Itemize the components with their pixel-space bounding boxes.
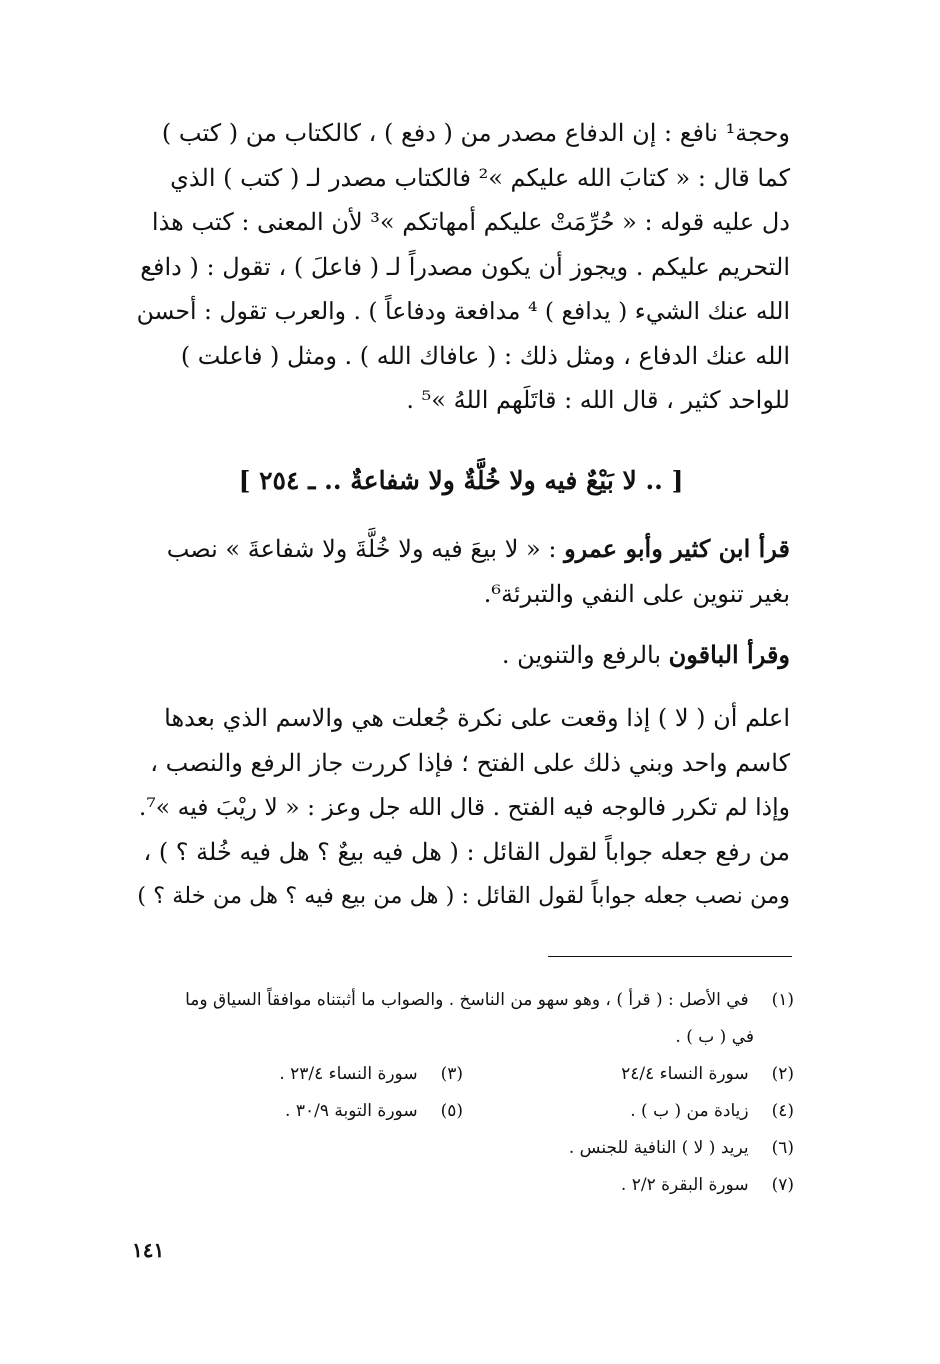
- footnote-4: [463, 1093, 794, 1130]
- paragraph-nafi-argument: [132, 111, 790, 423]
- text-line: للواحد كثير ، قال الله : قاتَلَهم اللهُ »⁵ .: [406, 386, 790, 414]
- text-line: [132, 527, 790, 572]
- text-line: كما قال : « كتابَ الله عليكم »² فالكتاب مصدر لـ ( كتب ) الذي: [170, 163, 790, 192]
- footnote-text: سورة النساء ٢٤/٤: [621, 1064, 749, 1084]
- footnote-1-continuation: في ( ب ) .: [675, 1027, 754, 1047]
- footnote-text: سورة البقرة ٢/٢ .: [620, 1175, 749, 1195]
- footnote-number: (٧): [771, 1175, 794, 1195]
- paragraph-others-reading: [132, 633, 790, 678]
- reader-names: وقرأ الباقون: [668, 640, 790, 669]
- footnote-separator: [548, 956, 792, 957]
- page-number: ١٤١: [132, 1238, 165, 1262]
- paragraph-ibn-kathir-reading: [132, 527, 790, 616]
- footnote-number: (٣): [440, 1064, 463, 1084]
- text-line: الله عنك الشيء ( يدافع ) ⁴ مدافعة ودفاعاً ) . والعرب تقول : أحسن: [136, 297, 790, 325]
- footnote-number: (٤): [771, 1101, 794, 1121]
- footnote-6: [132, 1130, 794, 1167]
- reading-text: بالرفع والتنوين .: [501, 641, 669, 669]
- text-line: وحجة¹ نافع : إن الدفاع مصدر من ( دفع ) ، كالكتاب من ( كتب ): [161, 119, 790, 147]
- text-line: التحريم عليكم . ويجوز أن يكون مصدراً لـ ( فاعلَ ) ، تقول : ( دافع: [140, 252, 790, 281]
- footnote-3: [132, 1056, 463, 1093]
- footnote-number: (١): [771, 990, 794, 1010]
- footnote-number: (٢): [771, 1064, 794, 1084]
- footnote-5: [132, 1093, 463, 1130]
- footnote-text: يريد ( لا ) النافية للجنس .: [568, 1138, 749, 1158]
- text-line: من رفع جعله جواباً لقول القائل : ( هل فيه بيعٌ ؟ هل فيه خُلة ؟ ) ،: [143, 837, 790, 866]
- footnote-text: سورة التوبة ٣٠/٩ .: [285, 1101, 418, 1121]
- footnote-text: زيادة من ( ب ) .: [630, 1101, 749, 1121]
- verse-heading: [ .. لا بَيْعٌ فيه ولا خُلَّةٌ ولا شفاعةٌ .. ـ ٢٥٤ ]: [238, 466, 684, 495]
- footnote-number: (٦): [771, 1138, 794, 1158]
- footnote-row: [132, 1093, 794, 1130]
- footnote-number: (٥): [440, 1101, 463, 1121]
- paragraph-grammar-explanation: [132, 696, 790, 919]
- footnote-2: [463, 1056, 794, 1093]
- footnote-text: في الأصل : ( قرأ ) ، وهو سهو من الناسخ . والصواب ما أثبتناه موافقاً السياق وما: [185, 990, 749, 1010]
- footnote-text: سورة النساء ٢٣/٤ .: [279, 1064, 418, 1084]
- text-line: كاسم واحد وبني ذلك على الفتح ؛ فإذا كررت جاز الرفع والنصب ،: [150, 748, 790, 777]
- footnote-1: [132, 982, 794, 1019]
- text-line: بغير تنوين على النفي والتبرئة⁶.: [483, 579, 790, 608]
- text-line: ومن نصب جعله جواباً لقول القائل : ( هل من بيع فيه ؟ هل من خلة ؟ ): [137, 883, 790, 909]
- footnote-7: [132, 1167, 794, 1204]
- reader-names: قرأ ابن كثير وأبو عمرو: [564, 534, 790, 563]
- footnote-row: [132, 1056, 794, 1093]
- reading-text: : « لا بيعَ فيه ولا خُلَّةَ ولا شفاعةَ » نصب: [166, 535, 565, 563]
- footnotes: [132, 982, 794, 1204]
- text-line: الله عنك الدفاع ، ومثل ذلك : ( عافاك الله ) . ومثل ( فاعلت ): [180, 341, 790, 370]
- text-line: دل عليه قوله : « حُرِّمَتْ عليكم أمهاتكم »³ لأن المعنى : كتب هذا: [151, 208, 790, 236]
- text-line: اعلم أن ( لا ) إذا وقعت على نكرة جُعلت هي والاسم الذي بعدها: [164, 704, 790, 732]
- text-line: وإذا لم تكرر فالوجه فيه الفتح . قال الله جل وعز : « لا ريْبَ فيه »⁷.: [138, 793, 790, 821]
